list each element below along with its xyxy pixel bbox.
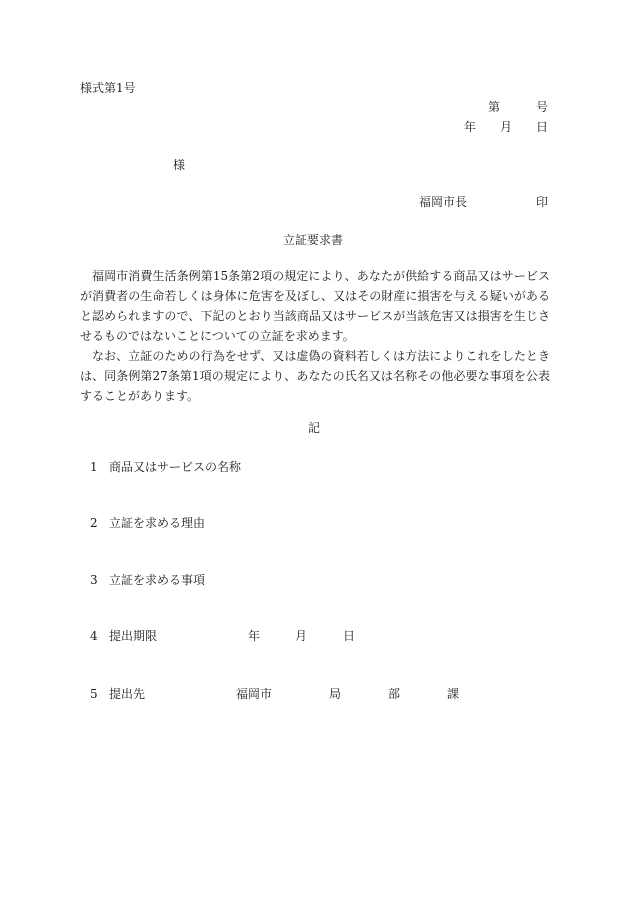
date-day: 日 — [536, 120, 549, 134]
item-2-number: 2 — [90, 516, 98, 530]
form-number: 様式第1号 — [80, 81, 136, 95]
item-4-day: 日 — [343, 629, 356, 643]
body-paragraph-1: 福岡市消費生活条例第15条第2項の規定により、あなたが供給する商品又はサービスが消費者の生命若しくは身体に危害を及ぼし、又はその財産に損害を与える疑いがあると認められますので、下記のとおり当該商品又はサービスが当該危害又は損害を生じさせるものではないことについての立証を求めます。 — [80, 269, 550, 343]
item-5-city: 福岡市 — [236, 687, 273, 701]
item-1-number: 1 — [90, 460, 98, 474]
item-4-month: 月 — [295, 629, 308, 643]
item-5-label: 提出先 — [109, 687, 146, 701]
issuer-name: 福岡市長 — [419, 195, 468, 209]
date-year: 年 — [464, 120, 477, 134]
item-4-year: 年 — [248, 629, 261, 643]
item-5-number: 5 — [90, 687, 98, 701]
document-body — [80, 266, 550, 406]
item-1-label: 商品又はサービスの名称 — [109, 460, 242, 474]
addressee-suffix: 様 — [173, 158, 186, 172]
item-3-label: 立証を求める事項 — [109, 573, 206, 587]
item-3-number: 3 — [90, 573, 98, 587]
item-4-label: 提出期限 — [109, 629, 158, 643]
item-4-number: 4 — [90, 629, 98, 643]
issuer-seal: 印 — [536, 195, 549, 209]
item-2-label: 立証を求める理由 — [109, 516, 206, 530]
notes-heading: 記 — [308, 421, 321, 435]
item-5-bureau: 局 — [329, 687, 342, 701]
body-paragraph-2: なお、立証のための行為をせず、又は虚偽の資料若しくは方法によりこれをしたときは、同条例第27条第1項の規定により、あなたの氏名又は名称その他必要な事項を公表することがあります。 — [80, 349, 550, 403]
item-5-department: 部 — [388, 687, 401, 701]
document-number-prefix: 第 — [488, 100, 501, 114]
document-title: 立証要求書 — [283, 233, 344, 247]
document-number-suffix: 号 — [536, 100, 549, 114]
item-5-section: 課 — [447, 687, 460, 701]
date-month: 月 — [500, 120, 513, 134]
